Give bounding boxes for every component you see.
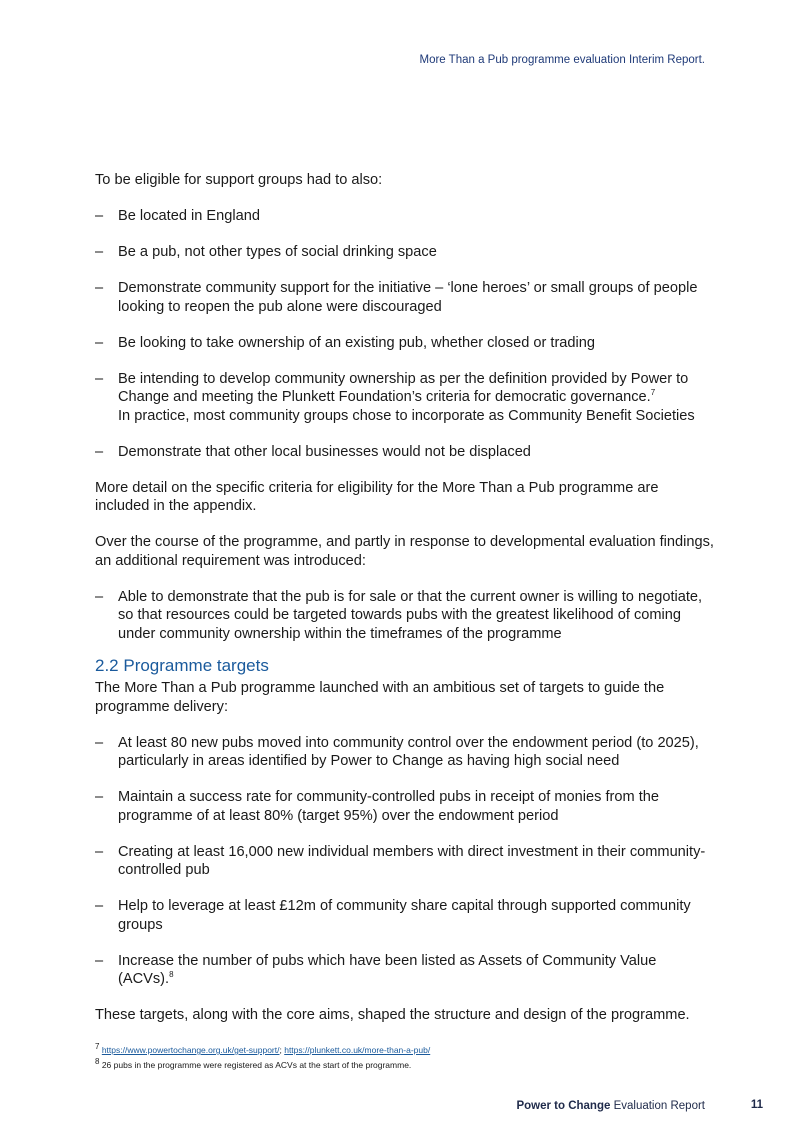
brand-name: Power to Change bbox=[516, 1100, 611, 1112]
appendix-paragraph: More detail on the specific criteria for eligibility for the More Than a Pub programme are included in the appendix. bbox=[95, 479, 659, 514]
closing-paragraph: These targets, along with the core aims, shaped the structure and design of the programme. bbox=[95, 1007, 690, 1023]
dash-bullet: – bbox=[95, 370, 104, 387]
footnote-ref-7[interactable]: 7 bbox=[650, 388, 656, 398]
targets-list bbox=[95, 734, 715, 989]
list-item: – Be intending to develop community ownership as per the definition provided by Power to Change and meeting the Plunkett Foundation’s criteria for democratic governance.$^7$ In practice, most community groups chose to incorporate as Community Benefit Societies bbox=[95, 370, 715, 426]
list-item: – Demonstrate community support for the initiative – ‘lone heroes’ or small groups of people looking to reopen the pub alone were discouraged bbox=[95, 280, 698, 315]
dash-bullet: – bbox=[95, 898, 104, 914]
dash-bullet: – bbox=[95, 734, 104, 751]
footnote-8 bbox=[95, 1058, 430, 1073]
dash-bullet: – bbox=[95, 952, 104, 969]
power-to-change-link[interactable]: https://www.powertochange.org.uk/get-support/ bbox=[101, 1045, 280, 1055]
dash-bullet: – bbox=[95, 789, 104, 805]
list-item: – Creating at least 16,000 new individual members with direct investment in their community-controlled pub bbox=[95, 843, 706, 878]
bullet-continuation: In practice, most community groups chose to incorporate as Community Benefit Societies bbox=[118, 407, 695, 424]
list-item: – Be a pub, not other types of social drinking space bbox=[95, 244, 437, 260]
dash-bullet: – bbox=[95, 244, 104, 260]
plunkett-link[interactable]: https://plunkett.co.uk/more-than-a-pub/ bbox=[284, 1045, 431, 1055]
list-item: – Increase the number of pubs which have been listed as Assets of Community Value (ACVs).$^8$ bbox=[95, 952, 657, 987]
footnote-number: 7 bbox=[95, 1042, 100, 1052]
eligibility-list bbox=[95, 207, 715, 461]
list-item: – Demonstrate that other local businesses would not be displaced bbox=[95, 443, 531, 460]
additional-requirement-list bbox=[95, 588, 715, 644]
footnote-7: $^7$ https://www.powertochange.org.uk/get-support/; https://plunkett.co.uk/more-than-a-pub/ bbox=[95, 1042, 431, 1055]
page-number: 11 bbox=[750, 1099, 763, 1111]
targets-intro: The More Than a Pub programme launched with an ambitious set of targets to guide the programme delivery: bbox=[95, 680, 665, 715]
footnotes bbox=[95, 1043, 430, 1073]
list-item: – At least 80 new pubs moved into community control over the endowment period (to 2025), particularly in areas identified by Power to Change as having high social need bbox=[95, 734, 699, 769]
section-heading: 2.2 Programme targets bbox=[95, 656, 269, 675]
footnote-number: 8 bbox=[95, 1057, 100, 1067]
dash-bullet: – bbox=[95, 843, 104, 860]
dash-bullet: – bbox=[95, 588, 104, 605]
report-label: Evaluation Report bbox=[610, 1100, 705, 1112]
dash-bullet: – bbox=[95, 208, 104, 224]
eligibility-intro: To be eligible for support groups had to also: bbox=[95, 172, 383, 188]
list-item: – Be located in England bbox=[95, 208, 260, 224]
dash-bullet: – bbox=[95, 334, 104, 351]
dash-bullet: – bbox=[95, 443, 104, 460]
list-item: – Able to demonstrate that the pub is for sale or that the current owner is willing to negotiate, so that resources could be targeted towards pubs with the greatest likelihood of coming under community ownership within the timeframes of the programme bbox=[95, 588, 703, 642]
footnote-ref-8[interactable]: 8 bbox=[169, 970, 174, 980]
course-paragraph: Over the course of the programme, and partly in response to developmental evaluation findings, an additional requirement was introduced: bbox=[95, 534, 714, 569]
header-title: More Than a Pub programme evaluation Interim Report. bbox=[419, 54, 705, 66]
list-item: – Help to leverage at least £12m of community share capital through supported community groups bbox=[95, 898, 691, 933]
footer-brand bbox=[516, 1100, 705, 1112]
list-item: – Maintain a success rate for community-controlled pubs in receipt of monies from the programme of at least 80% (target 95%) over the endowment period bbox=[95, 789, 660, 824]
list-item: – Be looking to take ownership of an existing pub, whether closed or trading bbox=[95, 334, 596, 351]
footnote-text: 26 pubs in the programme were registered as ACVs at the start of the programme. bbox=[101, 1060, 412, 1070]
dash-bullet: – bbox=[95, 280, 104, 296]
main-content bbox=[95, 171, 715, 1042]
